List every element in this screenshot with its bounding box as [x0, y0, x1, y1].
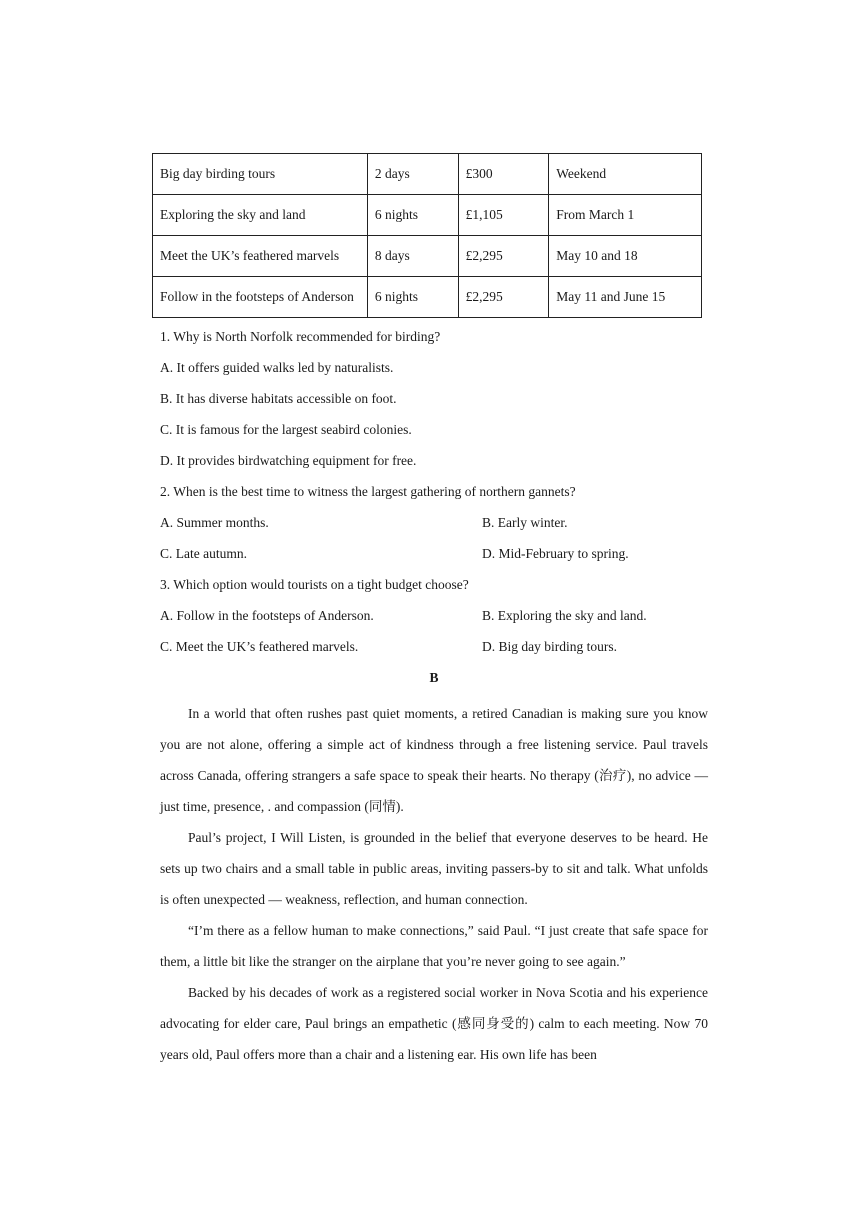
question-stem: 1. Why is North Norfolk recommended for birding? [160, 329, 441, 344]
tour-dates-cell: From March 1 [549, 195, 702, 236]
tour-duration-cell: 6 nights [367, 195, 458, 236]
table-row [153, 154, 702, 195]
tour-duration-cell: 6 nights [367, 277, 458, 318]
question-stem: 2. When is the best time to witness the largest gathering of northern gannets? [160, 484, 576, 499]
option-row [160, 543, 720, 574]
answer-option: C. Late autumn. [160, 546, 247, 561]
tours-table [152, 153, 702, 318]
reading-passage [160, 698, 708, 1070]
table-row [153, 277, 702, 318]
answer-option: A. Summer months. [160, 515, 269, 530]
tour-price-cell: £1,105 [458, 195, 549, 236]
tour-dates-cell: Weekend [549, 154, 702, 195]
section-heading: B [429, 670, 439, 685]
answer-option: C. It is famous for the largest seabird colonies. [160, 422, 412, 437]
answer-option: D. Mid-February to spring. [482, 546, 629, 561]
answer-option: D. Big day birding tours. [482, 639, 617, 654]
answer-option: A. Follow in the footsteps of Anderson. [160, 608, 374, 623]
passage-paragraph: “I’m there as a fellow human to make connections,” said Paul. “I just create that safe space for them, a little bit like the stranger on the airplane that you’re never going to see again.” [160, 923, 708, 969]
tour-name-cell: Follow in the footsteps of Anderson [153, 277, 368, 318]
passage-paragraph: Backed by his decades of work as a registered social worker in Nova Scotia and his experience advocating for elder care, Paul brings an empathetic (感同身受的) calm to each meeting. Now 70 years old, Paul offers more than a chair and a listening ear. His own life has been [160, 985, 708, 1062]
passage-paragraph: Paul’s project, I Will Listen, is grounded in the belief that everyone deserves to be heard. He sets up two chairs and a small table in public areas, inviting passers-by to sit and talk. What unfolds is often unexpected — weakness, reflection, and human connection. [160, 830, 708, 907]
table-row [153, 195, 702, 236]
tour-duration-cell: 2 days [367, 154, 458, 195]
tour-name-cell: Exploring the sky and land [153, 195, 368, 236]
passage-paragraph: In a world that often rushes past quiet moments, a retired Canadian is making sure you know you are not alone, offering a simple act of kindness through a free listening service. Paul travels across Canada, offering strangers a safe space to speak their hearts. No therapy (治疗), no advice — just time, presence, . and compassion (同情). [160, 706, 708, 814]
answer-option: C. Meet the UK’s feathered marvels. [160, 639, 359, 654]
tour-price-cell: £2,295 [458, 277, 549, 318]
tour-dates-cell: May 11 and June 15 [549, 277, 702, 318]
option-row [160, 636, 720, 667]
table-row [153, 236, 702, 277]
tour-name-cell: Big day birding tours [153, 154, 368, 195]
answer-option: B. Early winter. [482, 515, 568, 530]
tour-dates-cell: May 10 and 18 [549, 236, 702, 277]
tour-duration-cell: 8 days [367, 236, 458, 277]
tour-name-cell: Meet the UK’s feathered marvels [153, 236, 368, 277]
answer-option: B. It has diverse habitats accessible on foot. [160, 391, 397, 406]
question-stem: 3. Which option would tourists on a tight budget choose? [160, 577, 469, 592]
tour-price-cell: £300 [458, 154, 549, 195]
answer-option: D. It provides birdwatching equipment for free. [160, 453, 417, 468]
question-list [160, 326, 720, 667]
tour-price-cell: £2,295 [458, 236, 549, 277]
answer-option: B. Exploring the sky and land. [482, 608, 647, 623]
answer-option: A. It offers guided walks led by naturalists. [160, 360, 394, 375]
option-row [160, 512, 720, 543]
option-row [160, 605, 720, 636]
